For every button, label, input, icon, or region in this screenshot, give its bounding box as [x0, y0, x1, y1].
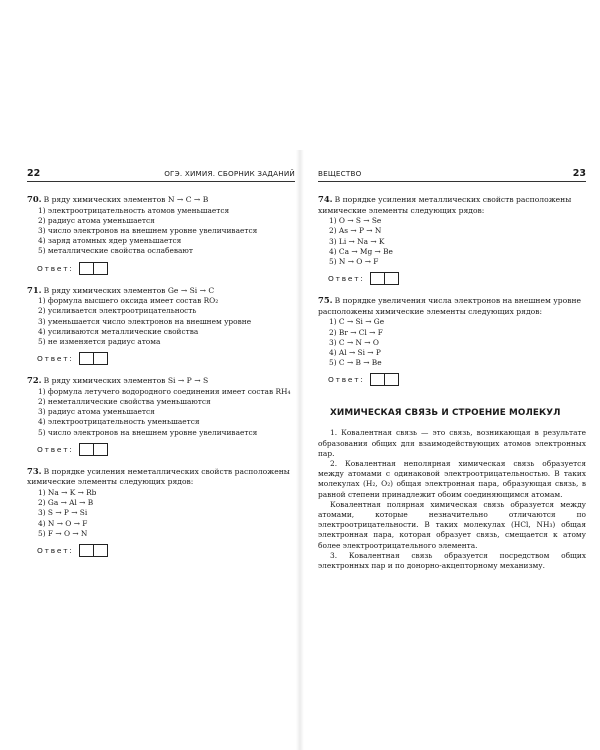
- question-text: В порядке усиления неметаллических свойств расположены химические элементы следующих рядов:: [27, 466, 290, 487]
- option-item: 1) формула высшего оксида имеет состав RO₂: [38, 296, 219, 306]
- theory-text: [318, 428, 586, 571]
- answer-cell[interactable]: [370, 373, 385, 386]
- option-item: 3) число электронов на внешнем уровне увеличивается: [38, 226, 258, 235]
- left-page: [27, 168, 295, 567]
- option-item: 3) Li → Na → K: [329, 236, 385, 246]
- option-list: [27, 387, 295, 438]
- option-item: 2) усиливается электроотрицательность: [38, 306, 197, 316]
- task-74: [318, 194, 586, 285]
- option-item: 3) уменьшается число электронов на внешнем уровне: [38, 316, 252, 326]
- answer-row: [37, 544, 295, 557]
- question-text: В ряду химических элементов Si → P → S: [43, 376, 209, 386]
- option-item: 3) S → P → Si: [38, 508, 88, 518]
- answer-cell[interactable]: [385, 373, 399, 386]
- answer-row: [328, 373, 586, 386]
- answer-label: Ответ:: [37, 263, 74, 273]
- task-number: 74.: [318, 194, 333, 204]
- task-number: 75.: [318, 295, 333, 306]
- answer-cell[interactable]: [79, 544, 94, 557]
- left-running-title: ОГЭ. ХИМИЯ. СБОРНИК ЗАДАНИЙ: [164, 169, 295, 178]
- option-item: 4) усиливаются металлические свойства: [38, 326, 199, 336]
- task-number: 71.: [27, 284, 42, 295]
- answer-row: [328, 272, 586, 285]
- answer-cell[interactable]: [385, 272, 399, 285]
- answer-row: [37, 443, 295, 456]
- theory-paragraph: 1. Ковалентная связь — это связь, возникающая в результате образования общих для взаимодействующих атомов электронных пар.: [318, 428, 586, 458]
- task-number: 73.: [27, 465, 42, 476]
- option-item: 4) Ca → Mg → Be: [329, 246, 393, 256]
- task-70: [27, 194, 295, 275]
- option-item: 1) электроотрицательность атомов уменьшается: [38, 205, 230, 215]
- theory-paragraph: Ковалентная полярная химическая связь образуется между атомами, которые незначительно отличаются по электроотрицательности. В таких молекулах (HCl, NH₃) общая электронная пара, которая образует связь, смещается к атому более электроотрицательного элемента.: [318, 499, 586, 550]
- option-list: [27, 488, 295, 539]
- option-item: 4) N → O → F: [38, 518, 88, 528]
- task-question: [318, 194, 586, 216]
- task-question: [318, 295, 586, 317]
- task-number: 72.: [27, 375, 42, 386]
- question-text: В ряду химических элементов N → C → B: [43, 195, 209, 204]
- answer-label: Ответ:: [328, 274, 365, 284]
- answer-cell[interactable]: [79, 443, 94, 456]
- option-list: [318, 317, 586, 368]
- answer-label: Ответ:: [328, 375, 365, 385]
- section-heading: ХИМИЧЕСКАЯ СВЯЗЬ И СТРОЕНИЕ МОЛЕКУЛ: [330, 408, 561, 419]
- option-item: 2) As → P → N: [329, 226, 382, 236]
- answer-row: [37, 352, 295, 365]
- answer-cell[interactable]: [94, 262, 108, 275]
- option-item: 1) Na → K → Rb: [38, 488, 97, 498]
- right-page-number: 23: [572, 168, 586, 179]
- option-item: 5) N → O → F: [329, 257, 379, 266]
- task-question: [27, 466, 295, 488]
- theory-paragraph: 3. Ковалентная связь образуется посредством общих электронных пар и по донорно-акцепторному механизму.: [318, 550, 586, 571]
- right-page: [318, 168, 586, 571]
- option-item: 2) неметаллические свойства уменьшаются: [38, 397, 211, 407]
- answer-cell[interactable]: [370, 272, 385, 285]
- answer-row: [37, 262, 295, 275]
- left-page-number: 22: [27, 168, 41, 179]
- option-list: [318, 216, 586, 267]
- option-list: [27, 296, 295, 347]
- theory-paragraph: 2. Ковалентная неполярная химическая связь образуется между атомами с одинаковой электроотрицательностью. В таких молекулах (H₂, O₂) общая электронная пара, образующая связь, в равной степени принадлежит обоим соединяющимся атомам.: [318, 459, 586, 499]
- answer-cell[interactable]: [94, 443, 108, 456]
- answer-cell[interactable]: [94, 352, 108, 365]
- option-item: 3) радиус атома уменьшается: [38, 407, 155, 417]
- answer-cell[interactable]: [94, 544, 108, 557]
- task-75: [318, 295, 586, 386]
- option-item: 2) радиус атома уменьшается: [38, 215, 155, 225]
- left-running-header: [27, 168, 295, 182]
- right-running-title: ВЕЩЕСТВО: [318, 169, 362, 178]
- answer-label: Ответ:: [37, 444, 74, 454]
- option-item: 5) число электронов на внешнем уровне увеличивается: [38, 427, 258, 437]
- option-item: 1) формула летучего водородного соединения имеет состав RH₄: [38, 386, 291, 396]
- option-list: [27, 206, 295, 257]
- question-text: В порядке увеличения числа электронов на внешнем уровне расположены химические элементы следующих рядов:: [318, 296, 582, 316]
- answer-cell[interactable]: [79, 262, 94, 275]
- option-item: 2) Ga → Al → B: [38, 498, 94, 508]
- option-item: 1) O → S → Se: [329, 216, 382, 226]
- question-text: В ряду химических элементов Ge → Si → C: [43, 285, 215, 295]
- option-item: 4) заряд атомных ядер уменьшается: [38, 236, 182, 246]
- task-71: [27, 285, 295, 366]
- option-item: 5) металлические свойства ослабевают: [38, 246, 193, 256]
- task-number: 70.: [27, 194, 42, 204]
- option-item: 4) Al → Si → P: [329, 348, 381, 357]
- answer-cell[interactable]: [79, 352, 94, 365]
- task-question: [27, 285, 295, 297]
- question-text: В порядке усиления металлических свойств расположены химические элементы следующих рядов:: [318, 195, 572, 215]
- option-item: 2) Br → Cl → F: [329, 327, 383, 337]
- task-question: [27, 375, 295, 387]
- option-item: 5) C → B → Be: [329, 358, 382, 368]
- option-item: 1) C → Si → Ge: [329, 317, 385, 327]
- answer-label: Ответ:: [37, 354, 74, 364]
- right-running-header: [318, 168, 586, 182]
- task-question: [27, 194, 295, 206]
- answer-label: Ответ:: [37, 546, 74, 556]
- option-item: 4) электроотрицательность уменьшается: [38, 417, 200, 427]
- option-item: 5) не изменяется радиус атома: [38, 337, 161, 347]
- option-item: 3) C → N → O: [329, 337, 379, 347]
- task-72: [27, 375, 295, 456]
- book-gutter: [296, 150, 304, 750]
- option-item: 5) F → O → N: [38, 528, 88, 538]
- task-73: [27, 466, 295, 557]
